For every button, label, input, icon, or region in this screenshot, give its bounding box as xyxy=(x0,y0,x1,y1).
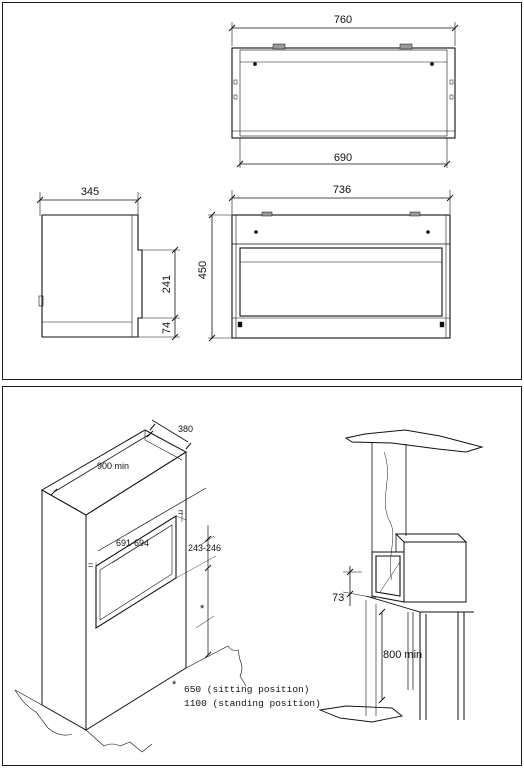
dim-top-outer-width: 760 xyxy=(333,14,353,26)
dim-stand-floor-clearance: 800 min xyxy=(383,649,423,661)
note-asterisk: * xyxy=(172,679,177,691)
dim-side-base-height: 74 xyxy=(161,321,173,335)
note-sitting-position: 650 (sitting position) xyxy=(184,684,310,695)
dim-cutout-width: 691-694 xyxy=(116,538,150,548)
dim-top-inner-width: 690 xyxy=(333,152,353,164)
dim-wall-depth: 380 xyxy=(178,424,194,434)
dim-stand-base-gap: 73 xyxy=(332,592,345,604)
top-view xyxy=(229,22,458,168)
note-standing-position: 1100 (standing position) xyxy=(184,698,321,709)
stand-view xyxy=(320,430,482,722)
dim-side-depth: 345 xyxy=(80,186,100,198)
dim-cutout-height: 243-246 xyxy=(188,543,222,553)
dim-front-width: 736 xyxy=(332,184,352,196)
front-view xyxy=(208,190,453,341)
equal-mark-left: = xyxy=(88,560,94,570)
side-view xyxy=(37,192,180,340)
dim-wall-clearance: 900 min xyxy=(97,461,130,471)
asterisk-height-mark: * xyxy=(200,603,205,615)
dim-front-height: 450 xyxy=(197,260,209,280)
equal-mark-top: = xyxy=(178,507,184,517)
dim-side-opening-height: 241 xyxy=(161,274,173,294)
